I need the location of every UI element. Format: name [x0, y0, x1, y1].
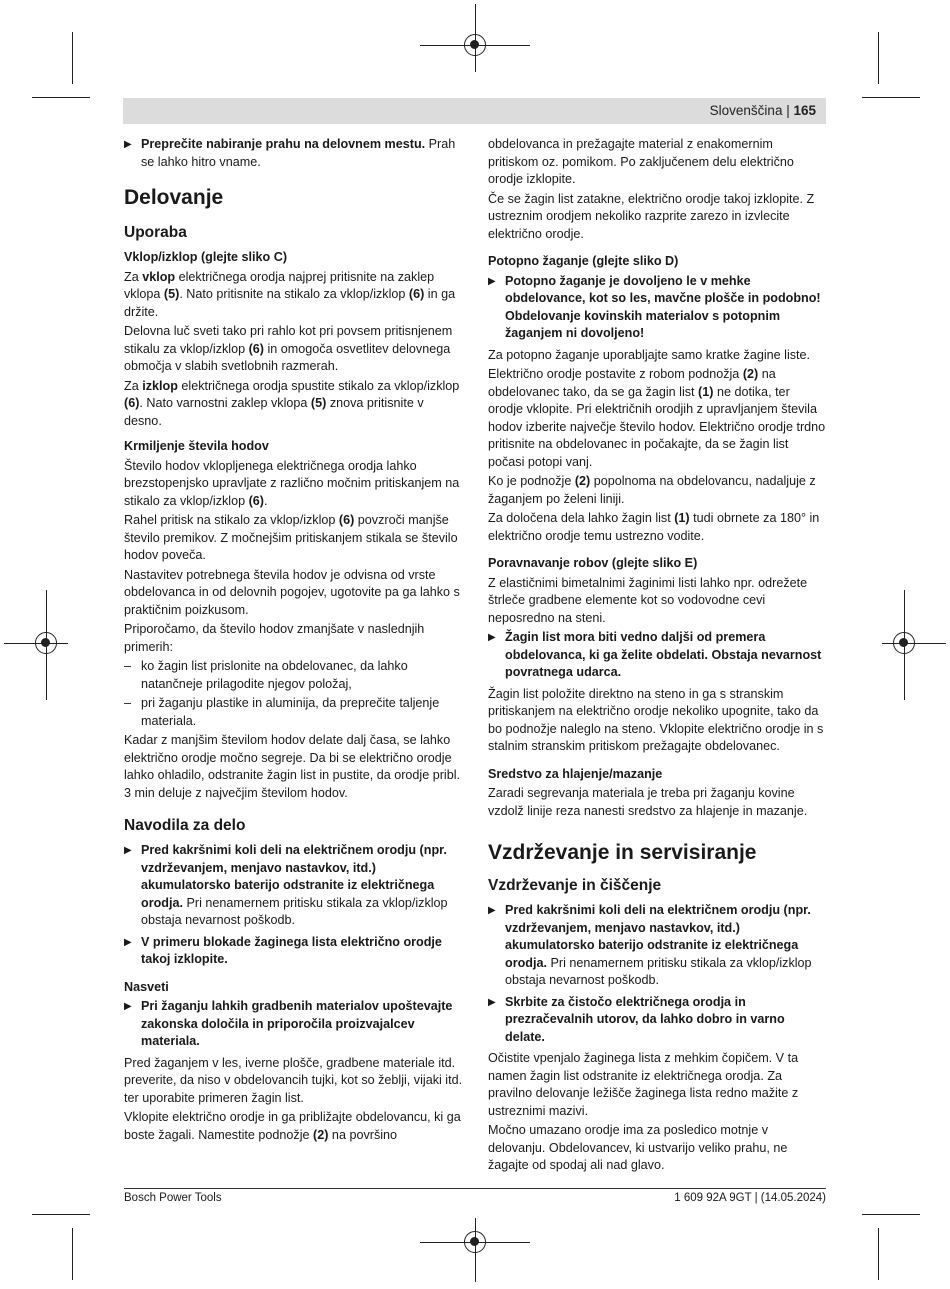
subheading-navodila: Navodila za delo [124, 817, 246, 834]
crop-mark [72, 1228, 73, 1280]
subheading-sredstvo: Sredstvo za hlajenje/mazanje [488, 766, 663, 781]
crop-mark [32, 97, 90, 98]
registration-mark-icon [35, 632, 57, 654]
crop-mark [862, 97, 920, 98]
warning-item: ▶ Preprečite nabiranje prahu na delovnem mestu. Prah se lahko hitro vname. [124, 136, 464, 171]
warning-item: ▶ Potopno žaganje je dovoljeno le v mehke obdelovance, kot so les, mavčne plošče in podobno! Obdelovanje kovinskih materialov s potopnim žaganjem ni dovoljeno! [488, 273, 826, 343]
registration-mark-icon [893, 632, 915, 654]
right-column [488, 136, 826, 1177]
subheading-potopno: Potopno žaganje (glejte sliko D) [488, 254, 679, 268]
crop-mark [878, 32, 879, 84]
crop-mark [32, 1214, 90, 1215]
crop-mark [72, 32, 73, 84]
warning-item: ▶ Skrbite za čistočo električnega orodja in prezračevalnih utorov, da lahko dobro in varno delate. [488, 994, 826, 1047]
warning-item: ▶ V primeru blokade žaginega lista električno orodje takoj izklopite. [124, 934, 464, 969]
warning-item: ▶ Žagin list mora biti vedno daljši od premera obdelovanca, ki ga želite obdelati. Obstaja nevarnost povratnega udarca. [488, 629, 826, 682]
list-item: – pri žaganju plastike in aluminija, da preprečite taljenje materiala. [124, 695, 464, 730]
subheading-ciscenje: Vzdrževanje in čiščenje [488, 877, 662, 894]
paragraph: Delovna luč sveti tako pri rahlo kot pri povsem pritisnjenem stikalu za vklop/izklop (6) in omogoča osvetlitev delovnega območja v slabih svetlobnih razmerah. [124, 324, 453, 373]
warning-item: ▶ Pred kakršnimi koli deli na električnem orodju (npr. vzdrževanjem, menjavo nastavkov, itd.) akumulatorsko baterijo odstranite iz električnega orodja. Pri nenamernem pritisku stikala za vklop/izklop obstaja nevarnost poškodb. [124, 842, 464, 930]
registration-mark-icon [464, 1231, 486, 1253]
paragraph: Zaradi segrevanja materiala je treba pri žaganju kovine vzdolž linije reza nanesti sredstvo za hlajenje in mazanje. [488, 786, 808, 818]
section-heading-delovanje: Delovanje [124, 186, 224, 209]
paragraph: Če se žagin list zatakne, električno orodje takoj izklopite. Z ustreznim orodjem nekoliko razprite zarezo in izvlecite električno orodje. [488, 191, 815, 241]
paragraph: Žagin list položite direktno na steno in ga s stranskim pritiskanjem na električno orodje nekoliko upognite, tako da bo podnožje naleglo na steno. Vklopite električno orodje in s stalnim stranskim pritiskom prežagajte obdelovanec. [488, 686, 824, 753]
warning-item: ▶ Pri žaganju lahkih gradbenih materialov upoštevajte zakonska določila in priporočila proizvajalcev materiala. [124, 998, 464, 1051]
subheading-nasveti: Nasveti [124, 979, 169, 994]
paragraph: Z elastičnimi bimetalnimi žaginimi listi lahko npr. odrežete štrleče gradbene elemente kot so vodovodne cevi neposredno na steni. [488, 575, 808, 625]
paragraph: Ko je podnožje (2) popolnoma na obdelovancu, nadaljuje z žaganjem po želeni liniji. [488, 474, 816, 506]
paragraph: Močno umazano orodje ima za posledico motnje v delovanju. Obdelovancev, ki ustvarijo veliko prahu, ne žagajte od spodaj ali nad glavo. [488, 1123, 788, 1172]
left-column [124, 136, 464, 1146]
registration-mark-icon [464, 34, 486, 56]
page-number: 165 [793, 103, 816, 118]
paragraph: Število hodov vklopljenega električnega orodja lahko brezstopenjsko upravljate z različno močnim pritiskanjem na stikalo za vklop/izklop (6). [124, 458, 460, 508]
running-header: Slovenščina | 165 [709, 103, 816, 118]
subheading-vklop: Vklop/izklop (glejte sliko C) [124, 250, 288, 264]
crop-mark [878, 1228, 879, 1280]
footer-doc-id: 1 609 92A 9GT | (14.05.2024) [674, 1192, 826, 1204]
subheading-uporaba: Uporaba [124, 224, 187, 241]
subheading-poravnavanje: Poravnavanje robov (glejte sliko E) [488, 556, 698, 570]
warning-item: ▶ Pred kakršnimi koli deli na električnem orodju (npr. vzdrževanjem, menjavo nastavkov, itd.) akumulatorsko baterijo odstranite iz električnega orodja. Pri nenamernem pritisku stikala za vklop/izklop obstaja nevarnost poškodb. [488, 902, 826, 990]
footer-brand: Bosch Power Tools [124, 1192, 222, 1204]
footer-divider [124, 1188, 826, 1189]
header-language: Slovenščina [709, 103, 783, 118]
paragraph: Za izklop električnega orodja spustite stikalo za vklop/izklop (6). Nato varnostni zaklep vklopa (5) znova pritisnite v desno. [124, 378, 460, 428]
paragraph: Kadar z manjšim številom hodov delate dalj časa, se lahko električno orodje močno segreje. Da bi se električno orodje lahko ohladilo, odstranite žagin list in pustite, da orodje pribl. 3 min deluje z največjim številom hodov. [124, 733, 461, 800]
paragraph: Vklopite električno orodje in ga približajte obdelovancu, ki ga boste žagali. Namestite podnožje (2) na površino [124, 1110, 461, 1142]
subheading-krmiljenje: Krmiljenje števila hodov [124, 439, 269, 453]
paragraph: Pred žaganjem v les, iverne plošče, gradbene materiale itd. preverite, da niso v obdelovancih tujki, kot so žeblji, vijaki itd. ter uporabite primeren žagin list. [124, 1055, 463, 1105]
paragraph: Za določena dela lahko žagin list (1) tudi obrnete za 180° in električno orodje temu ustrezno vodite. [488, 511, 820, 543]
paragraph: Rahel pritisk na stikalo za vklop/izklop (6) povzroči manjše število premikov. Z močnejšim pritiskanjem stikala se število hodov poveča. [124, 513, 458, 562]
paragraph: Očistite vpenjalo žaginega lista z mehkim čopičem. V ta namen žagin list odstranite iz električnega orodja. Za pravilno delovanje ležišče žaginega lista redno mažite z ustreznimi mazivi. [488, 1051, 799, 1118]
list-item: – ko žagin list prislonite na obdelovanec, da lahko natančneje prilagodite njegov položaj, [124, 658, 464, 693]
paragraph: Nastavitev potrebnega števila hodov je odvisna od vrste obdelovanca in od delovnih pogojev, ugotovite pa ga lahko s praktičnim poizkusom. [124, 567, 460, 617]
paragraph: obdelovanca in prežagajte material z enakomernim pritiskom oz. pomikom. Po zaključenem delu električno orodje izklopite. [488, 137, 794, 186]
paragraph: Priporočamo, da število hodov zmanjšate v naslednjih primerih: [124, 622, 425, 654]
paragraph: Za vklop električnega orodja najprej pritisnite na zaklep vklopa (5). Nato pritisnite na stikalo za vklop/izklop (6) in ga držite. [124, 269, 456, 319]
paragraph: Za potopno žaganje uporabljajte samo kratke žagine liste. [488, 347, 811, 362]
crop-mark [862, 1214, 920, 1215]
paragraph: Električno orodje postavite z robom podnožja (2) na obdelovanec tako, da se ga žagin list (1) ne dotika, ter orodje vklopite. Pri električnih orodjih z upravljanjem števila hodov izberite največje število hodov. Električno orodje trdno pritisnite na obdelovanec in počakajte, da se žagin list počasi potopi vanj. [488, 367, 826, 469]
section-heading-vzdrzevanje: Vzdrževanje in servisiranje [488, 841, 757, 864]
